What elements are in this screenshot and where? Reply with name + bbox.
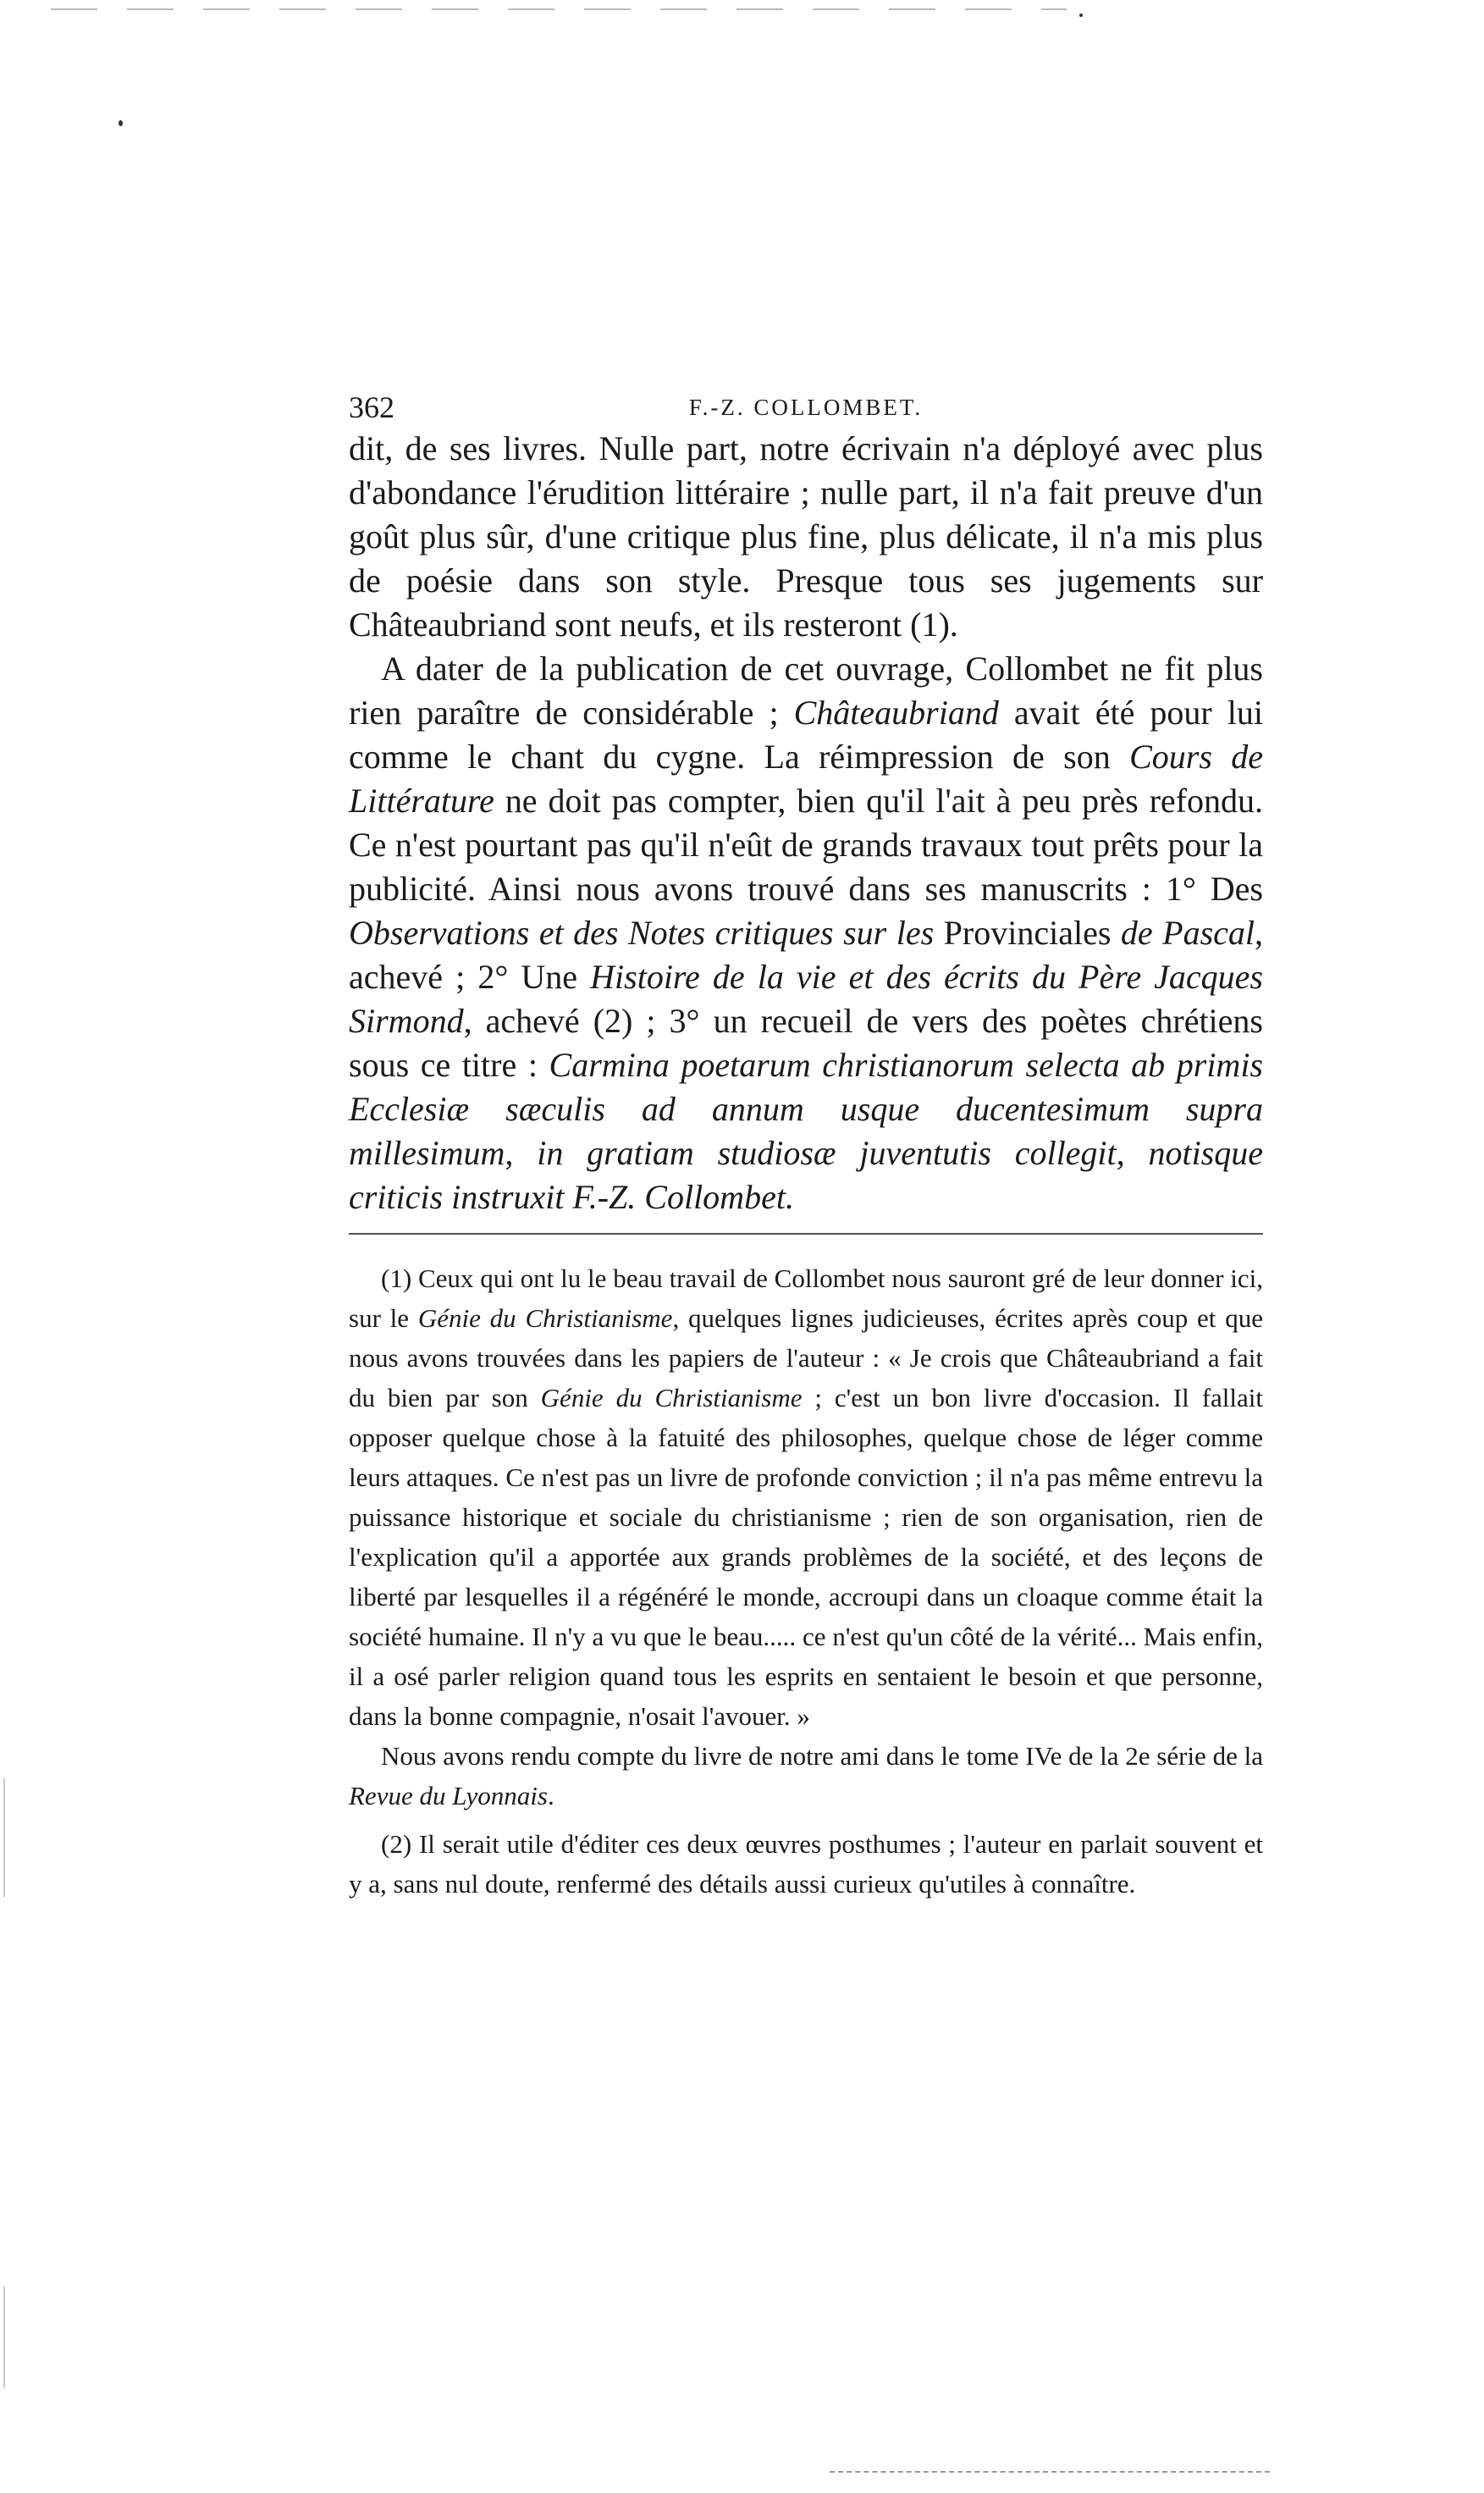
scan-speck bbox=[1079, 14, 1083, 17]
scan-artifact-top-line bbox=[51, 8, 1067, 10]
scan-speck bbox=[119, 120, 123, 126]
scan-artifact-bottom-line bbox=[830, 2471, 1270, 2473]
page-number: 362 bbox=[349, 390, 394, 424]
page-header bbox=[349, 390, 1263, 427]
book-page bbox=[349, 390, 1263, 1904]
footnote-2: (2) Il serait utile d'éditer ces deux œuvres posthumes ; l'auteur en parlait souvent et y a, sans nul doute, renfermé des détails aussi curieux qu'utiles à connaître. bbox=[349, 1829, 1263, 1899]
footnote-1-addendum: Nous avons rendu compte du livre de notre ami dans le tome IVe de la 2e série de la Revue du Lyonnais. bbox=[349, 1741, 1263, 1810]
paragraph-2: A dater de la publication de cet ouvrage, Collombet ne fit plus rien paraître de considérable ; Châteaubriand avait été pour lui comme le chant du cygne. La réimpression de son Cours de Littérature ne doit pas compter, bien qu'il l'ait à peu près refondu. Ce n'est pourtant pas qu'il n'eût de grands travaux tout prêts pour la publicité. Ainsi nous avons trouvé dans ses manuscrits : 1° Des Observations et des Notes critiques sur les Provinciales de Pascal, achevé ; 2° Une Histoire de la vie et des écrits du Père Jacques Sirmond, achevé (2) ; 3° un recueil de vers des poètes chrétiens sous ce titre : Carmina poetarum christianorum selecta ab primis Ecclesiæ sæculis ad annum usque ducentesimum supra millesimum, in gratiam studiosæ juventutis collegit, notisque criticis instruxit F.-Z. Collombet. bbox=[349, 650, 1264, 1216]
scan-edge-mark bbox=[3, 2286, 5, 2388]
running-title: F.-Z. COLLOMBET. bbox=[688, 395, 924, 420]
footnote-rule bbox=[349, 1233, 1263, 1235]
scan-edge-mark bbox=[3, 1778, 5, 1897]
paragraph-1: dit, de ses livres. Nulle part, notre écrivain n'a déployé avec plus d'abondance l'érudition littéraire ; nulle part, il n'a fait preuve d'un goût plus sûr, d'une critique plus fine, plus délicate, il n'a mis plus de poésie dans son style. Presque tous ses jugements sur Châteaubriand sont neufs, et ils resteront (1). bbox=[349, 429, 1263, 644]
footnote-1: (1) Ceux qui ont lu le beau travail de Collombet nous sauront gré de leur donner ici, sur le Génie du Christianisme, quelques lignes judicieuses, écrites après coup et que nous avons trouvées dans les papiers de l'auteur : « Je crois que Châteaubriand a fait du bien par son Génie du Christianisme ; c'est un bon livre d'occasion. Il fallait opposer quelque chose à la fatuité des philosophes, quelque chose de léger comme leurs attaques. Ce n'est pas un livre de profonde conviction ; il n'a pas même entrevu la puissance historique et sociale du christianisme ; rien de son organisation, rien de l'explication qu'il a apportée aux grands problèmes de la société, et des leçons de liberté par lesquelles il a régénéré le monde, accroupi dans un cloaque comme était la société humaine. Il n'y a vu que le beau..... ce n'est qu'un côté de la vérité... Mais enfin, il a osé parler religion quand tous les esprits en sentaient le besoin et que personne, dans la bonne compagnie, n'osait l'avouer. » bbox=[349, 1263, 1263, 1731]
main-text bbox=[349, 427, 1263, 1219]
footnotes bbox=[349, 1258, 1263, 1904]
